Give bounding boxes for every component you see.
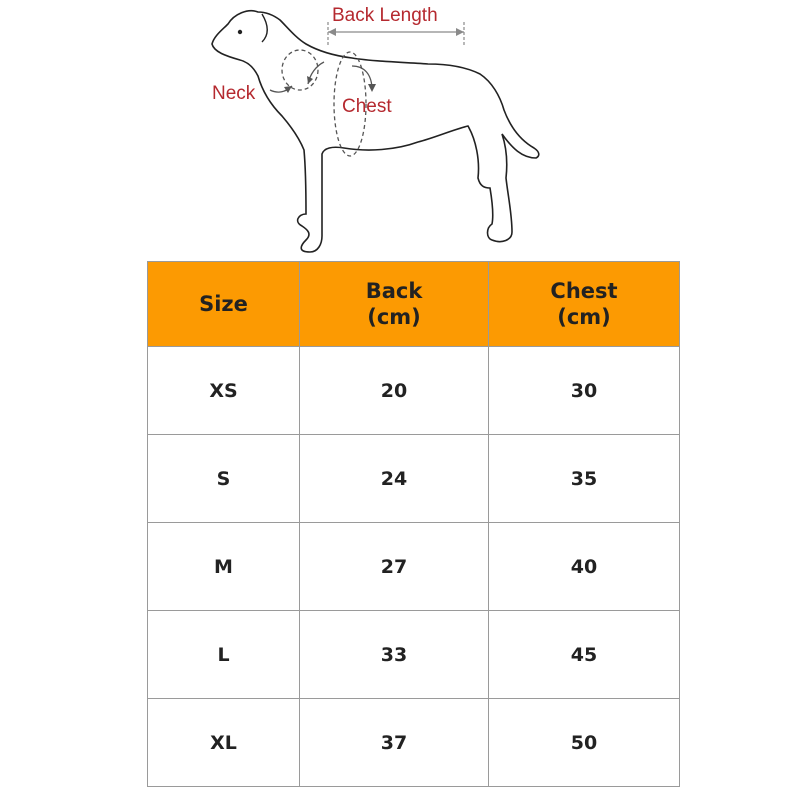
neck-label: Neck xyxy=(212,83,256,104)
header-back xyxy=(300,262,489,347)
chest-cell: 50 xyxy=(489,699,680,787)
header-back-unit: (cm) xyxy=(367,305,421,329)
back-cell: 20 xyxy=(300,347,489,435)
header-size xyxy=(148,262,300,347)
chest-label: Chest xyxy=(342,96,392,117)
header-size-label: Size xyxy=(199,292,248,316)
size-cell: S xyxy=(148,435,300,523)
back-cell: 24 xyxy=(300,435,489,523)
header-back-label: Back xyxy=(365,279,423,303)
dog-measurement-diagram xyxy=(0,0,800,262)
chest-cell: 45 xyxy=(489,611,680,699)
back-cell: 37 xyxy=(300,699,489,787)
table-header-row xyxy=(148,262,680,347)
size-cell: M xyxy=(148,523,300,611)
table-row xyxy=(148,611,680,699)
header-chest xyxy=(489,262,680,347)
size-chart-table xyxy=(147,261,680,787)
size-cell: XS xyxy=(148,347,300,435)
back-length-label: Back Length xyxy=(332,5,438,26)
table-row xyxy=(148,699,680,787)
header-chest-unit: (cm) xyxy=(557,305,611,329)
table-row xyxy=(148,523,680,611)
back-cell: 33 xyxy=(300,611,489,699)
table-row xyxy=(148,435,680,523)
size-cell: L xyxy=(148,611,300,699)
chest-cell: 30 xyxy=(489,347,680,435)
dog-outline-icon xyxy=(0,0,800,262)
chest-cell: 40 xyxy=(489,523,680,611)
size-cell: XL xyxy=(148,699,300,787)
back-cell: 27 xyxy=(300,523,489,611)
header-chest-label: Chest xyxy=(550,279,618,303)
table-row xyxy=(148,347,680,435)
chest-cell: 35 xyxy=(489,435,680,523)
